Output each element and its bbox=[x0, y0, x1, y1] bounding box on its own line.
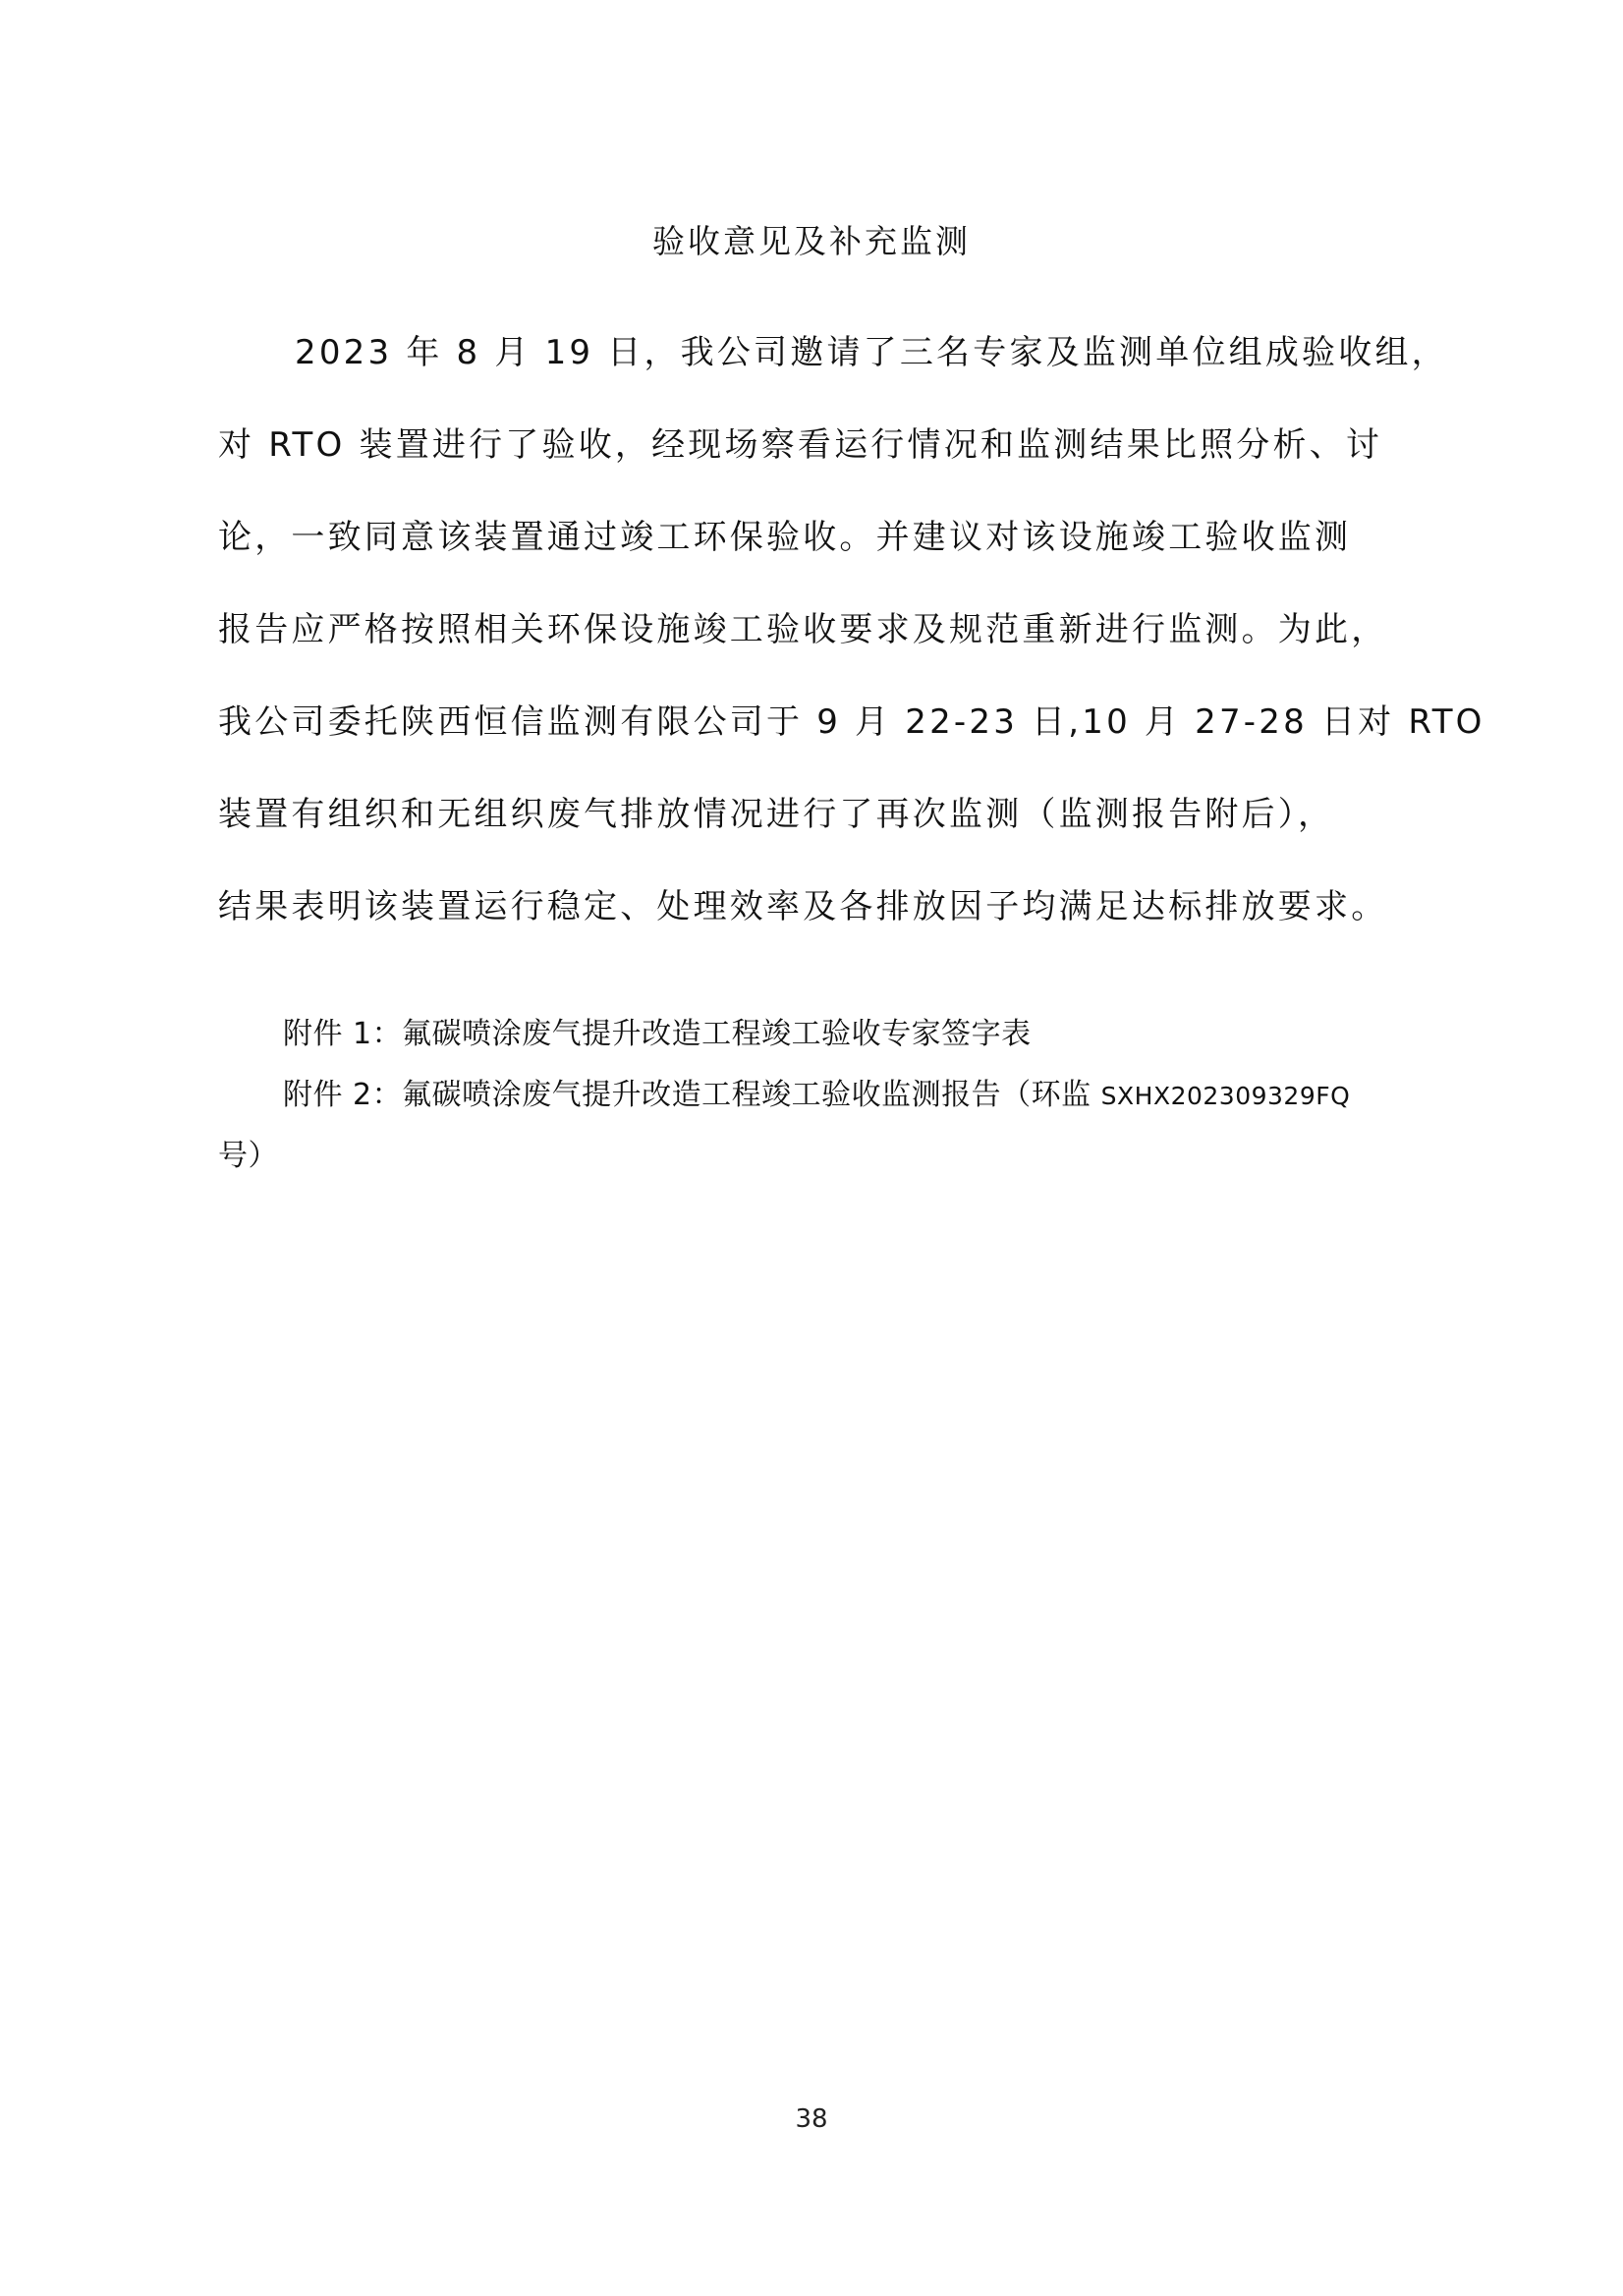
attachment-label: 附件 1： bbox=[283, 1017, 403, 1051]
attachment-label: 附件 2： bbox=[283, 1078, 403, 1112]
body-paragraph bbox=[218, 307, 1485, 953]
report-code: SXHX202309329FQ bbox=[1100, 1082, 1351, 1110]
attachment-item-2-continuation: 号） bbox=[218, 1139, 278, 1173]
paragraph-line: 结果表明该装置运行稳定、处理效率及各排放因子均满足达标排放要求。 bbox=[218, 887, 1388, 926]
attachment-item-1 bbox=[218, 1004, 1419, 1065]
attachment-text: 氟碳喷涂废气提升改造工程竣工验收监测报告（环监 bbox=[402, 1078, 1101, 1112]
page-title: 验收意见及补充监测 bbox=[652, 222, 971, 260]
paragraph-line: 报告应严格按照相关环保设施竣工验收要求及规范重新进行监测。为此， bbox=[218, 610, 1388, 649]
paragraph-line: 2023 年 8 月 19 日，我公司邀请了三名专家及监测单位组成验收组， bbox=[295, 333, 1448, 372]
paragraph-line: 论，一致同意该装置通过竣工环保验收。并建议对该设施竣工验收监测 bbox=[218, 518, 1352, 557]
paragraph-line: 对 RTO 装置进行了验收，经现场察看运行情况和监测结果比照分析、讨 bbox=[218, 425, 1383, 465]
attachment-item-2 bbox=[218, 1065, 1419, 1126]
paragraph-line: 装置有组织和无组织废气排放情况进行了再次监测（监测报告附后）， bbox=[218, 795, 1335, 834]
page-number: 38 bbox=[795, 2104, 828, 2134]
paragraph-line: 我公司委托陕西恒信监测有限公司于 9 月 22-23 日,10 月 27-28 日对 RTO bbox=[218, 702, 1485, 742]
attachment-text: 氟碳喷涂废气提升改造工程竣工验收专家签字表 bbox=[402, 1017, 1032, 1051]
attachments-list bbox=[218, 1004, 1419, 1187]
